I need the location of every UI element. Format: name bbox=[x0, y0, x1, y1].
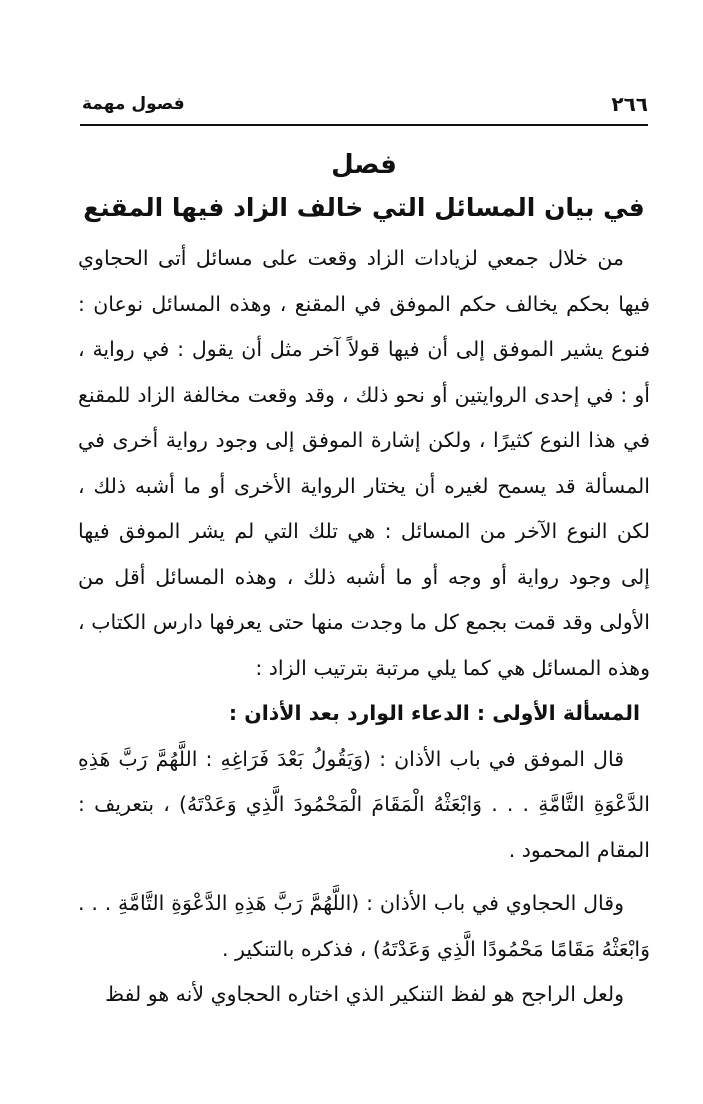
running-header bbox=[82, 92, 648, 122]
body-text bbox=[78, 236, 650, 1018]
issue-heading: المسألة الأولى : الدعاء الوارد بعد الأذان : bbox=[228, 701, 640, 725]
header-rule bbox=[80, 124, 648, 126]
paragraph-conclusion: ولعل الراجح هو لفظ التنكير الذي اختاره الحجاوي لأنه هو لفظ bbox=[105, 982, 624, 1006]
page-number: ٢٦٦ bbox=[611, 92, 648, 116]
running-title: فصول مهمة bbox=[82, 94, 185, 114]
paragraph-intro: من خلال جمعي لزيادات الزاد وقعت على مسائل أتى الحجاوي فيها بحكم يخالف حكم الموفق في المقنع ، وهذه المسائل نوعان : فنوع يشير الموفق إلى أن فيها قولاً آخر مثل أن يقول : في رواية ، أو : في إحدى الروايتين أو نحو ذلك ، وقد وقعت مخالفة الزاد للمقنع في هذا النوع كثيرًا ، ولكن إشارة الموفق إلى وجود رواية أخرى في المسألة قد يسمح لغيره أن يختار الرواية الأخرى أو ما أشبه ذلك ، لكن النوع الآخر من المسائل : هي تلك التي لم يشر الموفق فيها إلى وجود رواية أو وجه أو ما أشبه ذلك ، وهذه المسائل أقل من الأولى وقد قمت بجمع كل ما وجدت منها حتى يعرفها دارس الكتاب ، وهذه المسائل هي كما يلي مرتبة بترتيب الزاد : bbox=[78, 246, 650, 680]
paragraph-muwaffaq-quote: قال الموفق في باب الأذان : (وَيَقُولُ بَعْدَ فَرَاغِهِ : اللَّهُمَّ رَبَّ هَذِهِ الدَّعْوَةِ التَّامَّةِ . . . وَابْعَثْهُ الْمَقَامَ الْمَحْمُودَ الَّذِي وَعَدْتَهُ) ، بتعريف : المقام المحمود . bbox=[78, 746, 650, 862]
section-heading: فصل bbox=[331, 150, 397, 180]
section-subtitle: في بيان المسائل التي خالف الزاد فيها المقنع bbox=[83, 193, 645, 222]
paragraph-hajjawi-quote: وقال الحجاوي في باب الأذان : (اللَّهُمَّ رَبَّ هَذِهِ الدَّعْوَةِ التَّامَّةِ . . . وَابْعَثْهُ مَقَامًا مَحْمُودًا الَّذِي وَعَدْتَهُ) ، فذكره بالتنكير . bbox=[78, 891, 650, 961]
